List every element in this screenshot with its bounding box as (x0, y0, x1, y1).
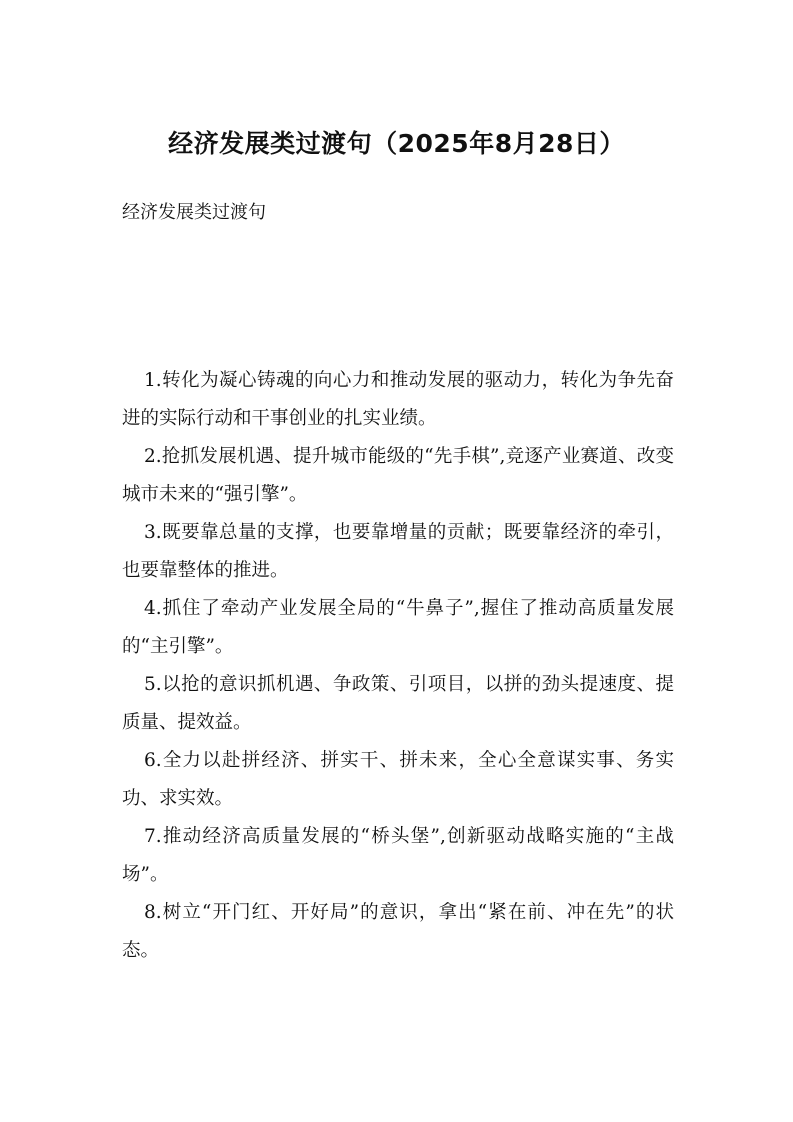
paragraph-1: 1.转化为凝心铸魂的向心力和推动发展的驱动力，转化为争先奋进的实际行动和干事创业的扎实业绩。 (122, 370, 674, 429)
paragraph-6: 6.全力以赴拼经济、拼实干、拼未来，全心全意谋实事、务实功、求实效。 (122, 750, 674, 809)
paragraph-3: 3.既要靠总量的支撑，也要靠增量的贡献；既要靠经济的牵引，也要靠整体的推进。 (122, 522, 674, 581)
document-subtitle: 经济发展类过渡句 (122, 202, 266, 223)
paragraph-5: 5.以抢的意识抓机遇、争政策、引项目，以拼的劲头提速度、提质量、提效益。 (122, 674, 674, 733)
paragraph-4: 4.抓住了牵动产业发展全局的“牛鼻子”,握住了推动高质量发展的“主引擎”。 (122, 598, 674, 657)
document-title: 经济发展类过渡句（2025年8月28日） (168, 129, 625, 158)
paragraph-8: 8.树立“开门红、开好局”的意识，拿出“紧在前、冲在先”的状态。 (122, 902, 674, 961)
paragraph-2: 2.抢抓发展机遇、提升城市能级的“先手棋”,竞逐产业赛道、改变城市未来的“强引擎”。 (122, 446, 674, 505)
paragraph-7: 7.推动经济高质量发展的“桥头堡”,创新驱动战略实施的“主战场”。 (122, 826, 674, 885)
document-body (122, 362, 674, 970)
